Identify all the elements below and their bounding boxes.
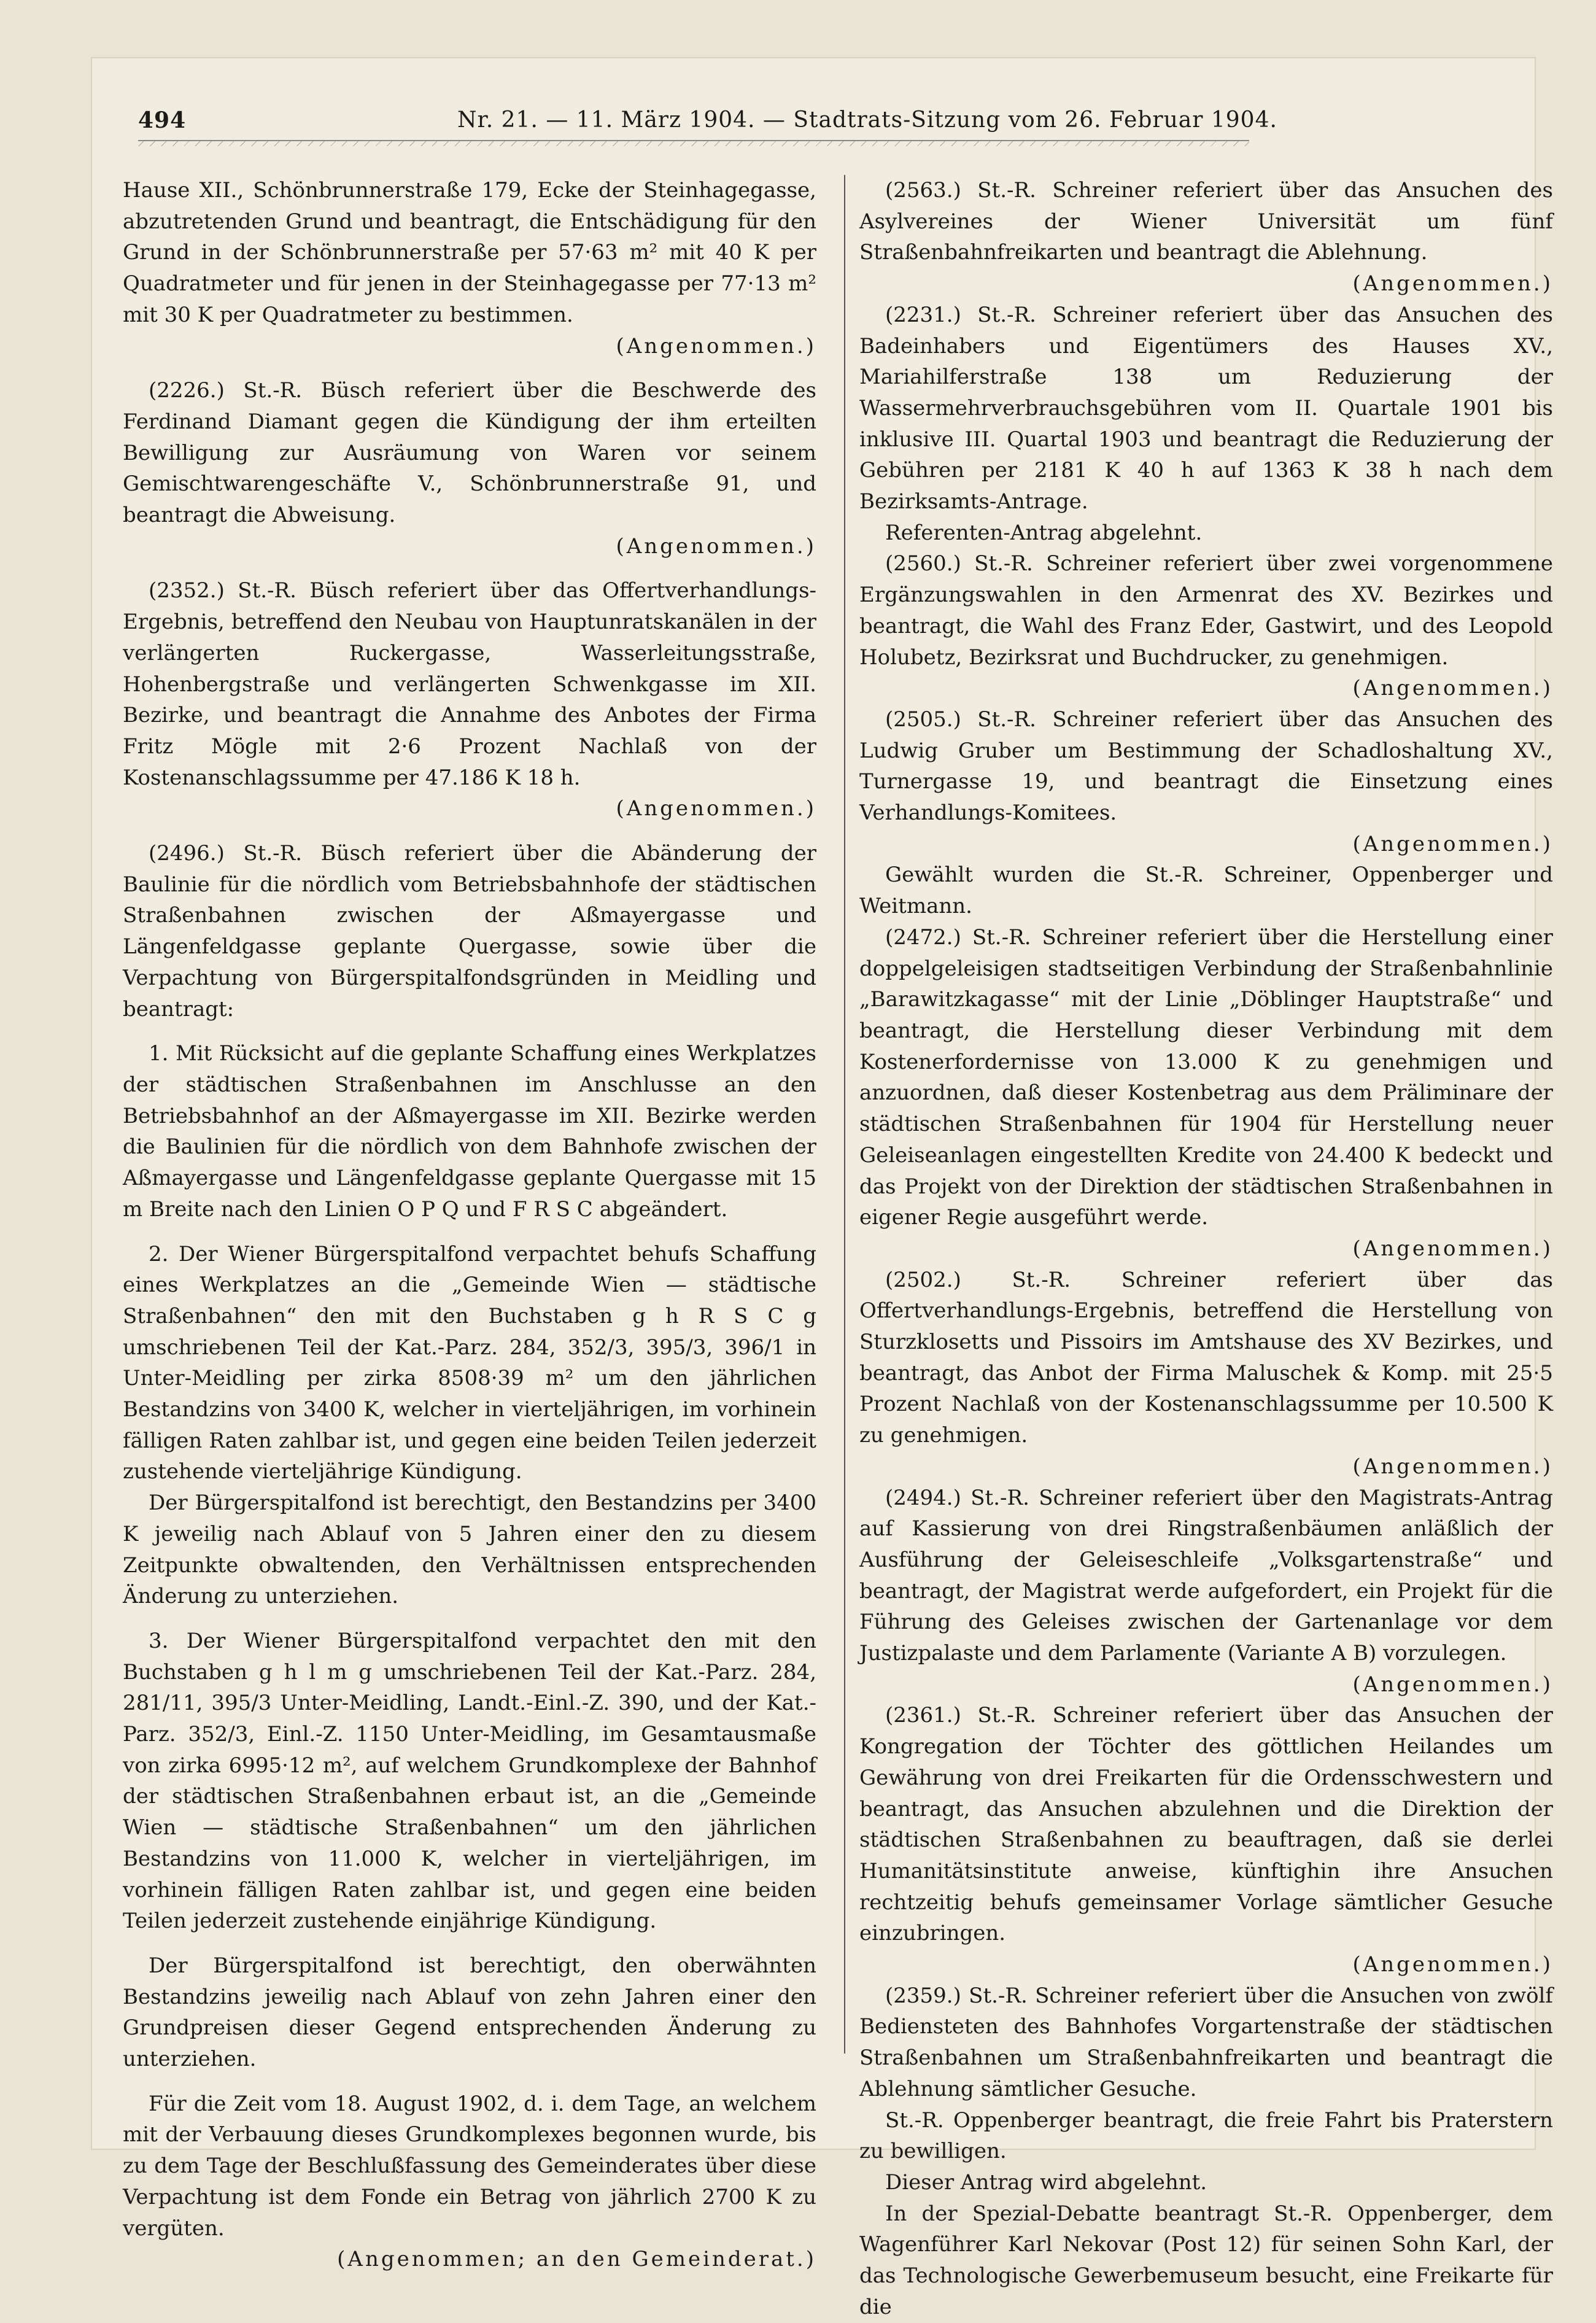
paragraph: Der Bürgerspitalfond ist berechtigt, den Bestandzins per 3400 K jeweilig nach Ablauf von 5 Jahren einer den zu diesem Zeitpunkte obwaltenden, den Verhältnissen entsprechenden Änderung zu unterziehen. — [123, 1491, 816, 1609]
paragraph: (2505.) St.-R. Schreiner referiert über das Ansuchen des Ludwig Gruber um Bestimmung der Schadloshaltung XV., Turnergasse 19, und beantragt die Einsetzung eines Verhandlungs-Komitees. — [859, 707, 1553, 826]
paragraph: (2472.) St.-R. Schreiner referiert über die Herstellung einer doppelgeleisigen stadtseitigen Verbindung der Straßenbahnlinie „Barawitzkagasse“ mit der Linie „Döblinger Hauptstraße“ und beantragt, die Herstellung dieser Verbindung mit dem Kostenerfordernisse von 13.000 K zu genehmigen und anzuordnen, daß dieser Kostenbetrag aus dem Präliminare der städtischen Straßenbahnen für 1904 für Herstellung neuer Geleiseanlagen eingestellten Kredite von 24.400 K bedeckt und das Projekt von der Direktion der städtischen Straßenbahnen in eigener Regie ausgeführt werde. — [859, 925, 1553, 1230]
right-column — [859, 175, 1553, 2319]
paragraph: (2502.) St.-R. Schreiner referiert über das Offertverhandlungs-Ergebnis, betreffend die Herstellung von Sturzklosetts und Pissoirs im Amtshause des XV Bezirkes, und beantragt, das Anbot der Firma Maluschek & Komp. mit 25·5 Prozent Nachlaß von der Kostenanschlagssumme per 10.500 K zu genehmigen. — [859, 1267, 1553, 1448]
paragraph: (2563.) St.-R. Schreiner referiert über das Ansuchen des Asylvereines der Wiener Universität um fünf Straßenbahnfreikarten und beantragt die Ablehnung. — [859, 178, 1553, 265]
paragraph: (2496.) St.-R. Büsch referiert über die Abänderung der Baulinie für die nördlich vom Betriebsbahnhofe der städtischen Straßenbahnen zwischen der Aßmayergasse und Längenfeldgasse geplante Quergasse, sowie über die Verpachtung von Bürgerspitalfondsgründen in Meidling und beantragt: — [123, 841, 816, 1022]
paragraph: (2361.) St.-R. Schreiner referiert über das Ansuchen der Kongregation der Töchter des göttlichen Heilandes um Gewährung von drei Freikarten für die Ordensschwestern und beantragt, das Ansuchen abzulehnen und die Direktion der städtischen Straßenbahnen zu beauftragen, daß sie derlei Humanitätsinstitute anweise, künftighin ihre Ansuchen rechtzeitig behufs gemeinsamer Vorlage sämtlicher Gesuche einzubringen. — [859, 1703, 1553, 1946]
paragraph: (2352.) St.-R. Büsch referiert über das Offertverhandlungs-Ergebnis, betreffend den Neubau von Hauptunratskanälen in der verlängerten Ruckergasse, Wasserleitungsstraße, Hohenbergstraße und verlängerten Schwenkgasse im XII. Bezirke, und beantragt die Annahme des Anbotes der Firma Fritz Mögle mit 2·6 Prozent Nachlaß von der Kostenanschlagssumme per 47.186 K 18 h. — [123, 578, 816, 790]
decision-note: (Angenommen; an den Gemeinderat.) — [337, 2247, 816, 2272]
decision-note: (Angenommen.) — [1352, 1454, 1553, 1479]
decision-note: (Angenommen.) — [1352, 1236, 1553, 1261]
paragraph: (2359.) St.-R. Schreiner referiert über die Ansuchen von zwölf Bediensteten des Bahnhofes Vorgartenstraße der städtischen Straßenbahnen um Straßenbahnfreikarten und beantragt die Ablehnung sämtlicher Gesuche. — [859, 1983, 1553, 2101]
left-column — [123, 175, 816, 2272]
decision-note: (Angenommen.) — [1352, 1672, 1553, 1697]
decision-note: (Angenommen.) — [1352, 271, 1553, 297]
paragraph: Für die Zeit vom 18. August 1902, d. i. dem Tage, an welchem mit der Verbauung dieses Grundkomplexes begonnen wurde, bis zu dem Tage der Beschlußfassung des Gemeinderates über diese Verpachtung ist dem Fonde ein Betrag von jährlich 2700 K zu vergüten. — [123, 2091, 816, 2241]
paragraph: In der Spezial-Debatte beantragt St.-R. Oppenberger, dem Wagenführer Karl Nekovar (Post 12) für seinen Sohn Karl, der das Technologische Gewerbemuseum besucht, eine Freikarte für die — [859, 2201, 1553, 2319]
page-number: 494 — [138, 107, 187, 133]
paragraph: St.-R. Oppenberger beantragt, die freie Fahrt bis Praterstern zu bewilligen. — [859, 2108, 1553, 2164]
paragraph: Dieser Antrag wird abgelehnt. — [885, 2170, 1207, 2195]
paragraph: Referenten-Antrag abgelehnt. — [885, 520, 1203, 545]
paragraph: 2. Der Wiener Bürgerspitalfond verpachtet behufs Schaffung eines Werkplatzes an die „Gemeinde Wien — städtische Straßenbahnen“ den mit den Buchstaben g h R S C g umschriebenen Teil der Kat.-Parz. 284, 352/3, 395/3, 396/1 in Unter-Meidling per zirka 8508·39 m² um den jährlichen Bestandzins von 3400 K, welcher in vierteljährigen, im vorhinein fälligen Raten zahlbar ist, und gegen eine beiden Teilen jederzeit zustehende vierteljährige Kündigung. — [123, 1241, 816, 1484]
paragraph: Der Bürgerspitalfond ist berechtigt, den oberwähnten Bestandzins jeweilig nach Ablauf von zehn Jahren einer den Grundpreisen dieser Gegend entsprechenden Änderung zu unterziehen. — [123, 1953, 816, 2072]
paragraph: (2560.) St.-R. Schreiner referiert über zwei vorgenommene Ergänzungswahlen in den Armenrat des XV. Bezirkes und beantragt, die Wahl des Franz Eder, Gastwirt, und des Leopold Holubetz, Bezirksrat und Buchdrucker, zu genehmigen. — [859, 551, 1553, 670]
paragraph: (2226.) St.-R. Büsch referiert über die Beschwerde des Ferdinand Diamant gegen die Kündigung der ihm erteilten Bewilligung zur Ausräumung von Waren vor seinem Gemischtwarengeschäfte V., Schönbrunnerstraße 91, und beantragt die Abweisung. — [123, 378, 816, 528]
decision-note: (Angenommen.) — [1352, 676, 1553, 701]
decision-note: (Angenommen.) — [1352, 1952, 1553, 1977]
paragraph: Gewählt wurden die St.-R. Schreiner, Oppenberger und Weitmann. — [859, 863, 1553, 919]
paragraph: Hause XII., Schönbrunnerstraße 179, Ecke der Steinhagegasse, abzutretenden Grund und beantragt, die Entschädigung für den Grund in der Schönbrunnerstraße per 57·63 m² mit 40 K per Quadratmeter und für jenen in der Steinhagegasse per 77·13 m² mit 30 K per Quadratmeter zu bestimmen. — [123, 178, 816, 327]
decision-note: (Angenommen.) — [616, 796, 816, 821]
page-header — [138, 101, 1277, 144]
header-rule — [138, 140, 1249, 146]
paragraph: (2231.) St.-R. Schreiner referiert über das Ansuchen des Badeinhabers und Eigentümers des Hauses XV., Mariahilferstraße 138 um Reduzierung der Wassermehrverbrauchsgebühren vom II. Quartale 1901 bis inklusive III. Quartal 1903 und beantragt die Reduzierung der Gebühren per 2181 K 40 h auf 1363 K 38 h nach dem Bezirksamts-Antrage. — [859, 302, 1553, 514]
paragraph: (2494.) St.-R. Schreiner referiert über den Magistrats-Antrag auf Kassierung von drei Ringstraßenbäumen anläßlich der Ausführung der Geleiseschleife „Volksgartenstraße“ und beantragt, der Magistrat werde aufgefordert, ein Projekt für die Führung des Geleises zwischen der Gartenanlage vor dem Justizpalaste und dem Parlamente (Variante A B) vorzulegen. — [859, 1485, 1553, 1666]
decision-note: (Angenommen.) — [616, 333, 816, 359]
decision-note: (Angenommen.) — [1352, 831, 1553, 856]
paragraph: 3. Der Wiener Bürgerspitalfond verpachtet den mit den Buchstaben g h l m g umschriebenen Teil der Kat.-Parz. 284, 281/11, 395/3 Unter-Meidling, Landt.-Einl.-Z. 390, und der Kat.-Parz. 352/3, Einl.-Z. 1150 Unter-Meidling, im Gesamtausmaße von zirka 6995·12 m², auf welchem Grundkomplexe der Bahnhof der städtischen Straßenbahnen erbaut ist, an die „Gemeinde Wien — städtische Straßenbahnen“ um den jährlichen Bestandzins von 11.000 K, welcher in vierteljährigen, im vorhinein fälligen Raten zahlbar ist, und gegen eine beiden Teilen jederzeit zustehende einjährige Kündigung. — [123, 1628, 816, 1934]
paragraph: 1. Mit Rücksicht auf die geplante Schaffung eines Werkplatzes der städtischen Straßenbahnen im Anschlusse an den Betriebsbahnhof an der Aßmayergasse im XII. Bezirke werden die Baulinien für die nördlich von dem Bahnhofe zwischen der Aßmayergasse und Längenfeldgasse geplante Quergasse mit 15 m Breite nach den Linien O P Q und F R S C abgeändert. — [123, 1041, 816, 1222]
column-divider — [844, 175, 845, 2053]
header-title: Nr. 21. — 11. März 1904. — Stadtrats-Sitzung vom 26. Februar 1904. — [457, 107, 1277, 133]
decision-note: (Angenommen.) — [616, 533, 816, 559]
